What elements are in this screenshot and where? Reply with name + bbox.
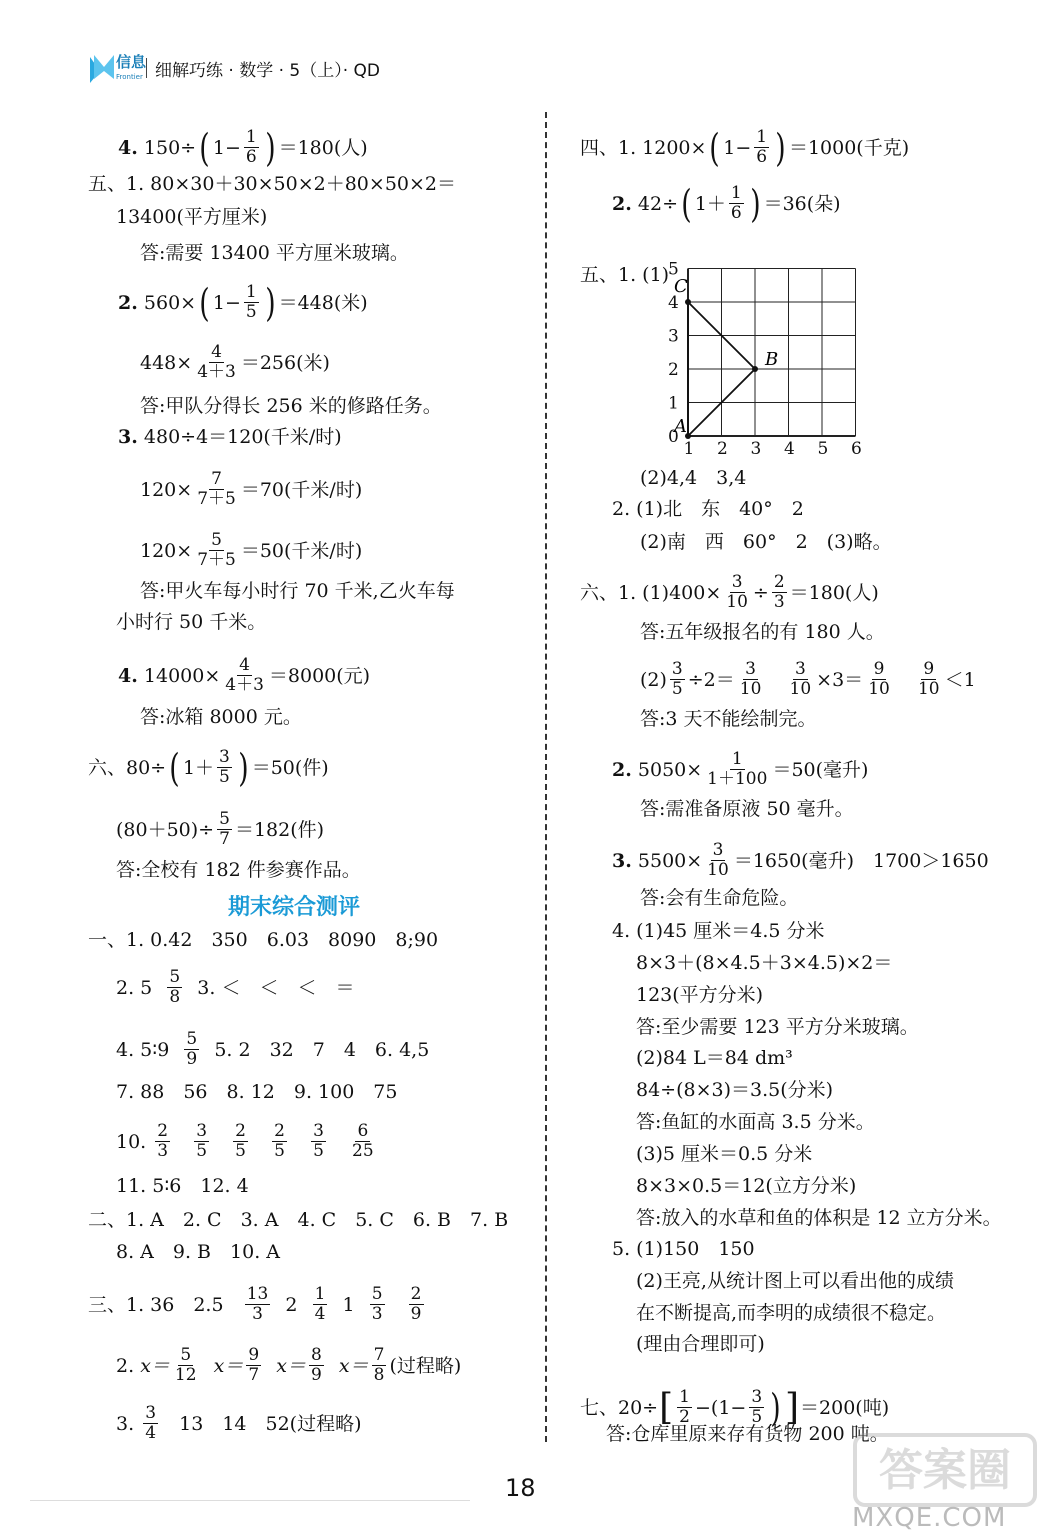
y-tick-label: 0: [668, 427, 679, 447]
answer-line: 答:全校有 182 件参赛作品。: [116, 859, 361, 881]
answer-line: (2)84 L＝84 dm³: [636, 1047, 793, 1069]
page-header: [88, 48, 380, 88]
answer-line: 8×3×0.5＝12(立方分米): [636, 1175, 857, 1197]
answer-line: 2. (1)北 东 40° 2: [612, 498, 804, 520]
watermark-stamp-text: 答案圈: [879, 1445, 1011, 1496]
brand-text: 信息: [116, 53, 147, 71]
answer-line: 答:至少需要 123 平方分米玻璃。: [636, 1016, 919, 1038]
point-label-A: A: [674, 416, 687, 437]
answer-line: (2)王亮,从统计图上可以看出他的成绩: [636, 1270, 954, 1292]
y-tick-label: 2: [668, 360, 679, 380]
answer-line: 8. A 9. B 10. A: [116, 1241, 280, 1263]
answer-line: 2. 560× ( 1− $\frac{1}{5}$ ) ＝448(米): [118, 280, 368, 325]
answer-line: 448× $\frac{4}{4+3}$ ＝256(米): [140, 342, 330, 382]
answer-line: 四、1. 1200× ( 1− $\frac{1}{6}$ ) ＝1000(千克): [580, 125, 910, 170]
answer-line: 六、1. (1)400× $\frac{3}{10}$ ÷ $\frac{2}{3}$ ＝180(人): [580, 572, 879, 612]
answer-line: 三、1. 36 2.5 $\frac{13}{3}$ 2 $\frac{1}{4}$ 1 $\frac{5}{3}$ $\frac{2}{9}$: [88, 1284, 422, 1324]
section-title: 期末综合测评: [228, 895, 361, 920]
point-B: [752, 366, 758, 372]
brand-logo-icon: [88, 49, 147, 87]
x-tick-label: 4: [784, 439, 795, 459]
answer-line: 84÷(8×3)＝3.5(分米): [636, 1079, 834, 1101]
answer-line: (2) $\frac{3}{5}$ ÷2＝ $\frac{3}{10}$ $\frac{3}{10}$ ×3＝ $\frac{9}{10}$ $\frac{9}{10}$ ＜1: [640, 659, 976, 699]
x-tick-label: 6: [851, 439, 862, 459]
answer-line: 2. 5050× $\frac{1}{1+100}$ ＝50(毫升): [612, 749, 869, 789]
watermark-text: MXQE.COM: [852, 1503, 1007, 1533]
x-tick-label: 1: [683, 439, 695, 459]
answer-line: 答:需准备原液 50 毫升。: [640, 798, 854, 820]
answer-line: 4. 5∶9 $\frac{5}{9}$ 5. 2 32 7 4 6. 4,5: [116, 1029, 430, 1069]
answer-line: 答:五年级报名的有 180 人。: [640, 621, 885, 643]
answer-line: 2. x＝ $\frac{5}{12}$ x＝ $\frac{9}{7}$ x＝ $\frac{8}{9}$ x＝ $\frac{7}{8}$ (过程略): [116, 1345, 462, 1385]
answer-line: 答:会有生命危险。: [640, 887, 799, 909]
answer-line: 3. 5500× $\frac{3}{10}$ ＝1650(毫升) 1700＞1650: [612, 840, 989, 880]
x-tick-label: 3: [750, 439, 762, 459]
answer-line: 5. (1)150 150: [612, 1238, 755, 1260]
answer-line: 4. 14000× $\frac{4}{4+3}$ ＝8000(元): [118, 655, 371, 695]
page-number: 18: [505, 1474, 536, 1502]
answer-line: 10. $\frac{2}{3}$ $\frac{3}{5}$ $\frac{2}{5}$ $\frac{2}{5}$ $\frac{3}{5}$ $\frac{6}{25}$: [116, 1121, 374, 1161]
brand-subtext: Frontier: [116, 73, 143, 81]
answer-line: 2. 42÷ ( 1＋ $\frac{1}{6}$ ) ＝36(朵): [612, 181, 841, 226]
answer-line: 五、1. 80×30＋30×50×2＋80×50×2＝: [88, 173, 457, 195]
answer-line: 七、20÷ [ $\frac{1}{2}$ −(1− $\frac{3}{5}$ ) ] ＝200(吨): [580, 1385, 890, 1430]
answer-line: 7. 88 56 8. 12 9. 100 75: [116, 1081, 398, 1103]
answer-line: 4. 150÷ ( 1− $\frac{1}{6}$ ) ＝180(人): [118, 125, 368, 170]
x-tick-label: 5: [817, 439, 829, 459]
book-title: 细解巧练 · 数学 · 5（上）· QD: [155, 60, 381, 81]
answer-line: (2)4,4 3,4: [640, 467, 747, 489]
answer-line: 答:甲火车每小时行 70 千米,乙火车每: [140, 580, 455, 602]
coordinate-grid: [650, 258, 900, 468]
answer-line: 答:鱼缸的水面高 3.5 分米。: [636, 1111, 875, 1133]
column-divider: [545, 112, 547, 1442]
y-tick-label: 1: [668, 393, 679, 414]
answer-line: 答:仓库里原来存有货物 200 吨。: [606, 1423, 889, 1445]
y-tick-label: 5: [668, 259, 679, 280]
answer-line: 小时行 50 千米。: [116, 611, 267, 633]
answer-line: 一、1. 0.42 350 6.03 8090 8;90: [88, 929, 439, 951]
answer-line: 答:需要 13400 平方厘米玻璃。: [140, 242, 409, 264]
answer-line: (3)5 厘米＝0.5 分米: [636, 1143, 813, 1165]
answer-line: 4. (1)45 厘米＝4.5 分米: [612, 920, 825, 942]
answer-line: 120× $\frac{5}{7+5}$ ＝50(千米/时): [140, 530, 363, 570]
answer-line: 120× $\frac{7}{7+5}$ ＝70(千米/时): [140, 469, 363, 509]
point-label-C: C: [674, 276, 688, 297]
x-tick-label: 2: [717, 439, 728, 459]
point-label-B: B: [765, 349, 779, 370]
header-separator: [146, 58, 147, 78]
answer-line: 3. $\frac{3}{4}$ 13 14 52(过程略): [116, 1403, 362, 1443]
answer-line: 在不断提高,而李明的成绩很不稳定。: [636, 1302, 947, 1324]
answer-line: (2)南 西 60° 2 (3)略。: [640, 531, 892, 553]
answer-line: (理由合理即可): [636, 1333, 765, 1355]
fraction: $\frac{1}{6}$: [245, 127, 257, 167]
answer-line: 8×3＋(8×4.5＋3×4.5)×2＝: [636, 952, 893, 974]
answer-line: 13400(平方厘米): [116, 206, 268, 228]
footer-rule: [30, 1500, 470, 1501]
y-tick-label: 3: [668, 326, 679, 347]
answer-line: 11. 5∶6 12. 4: [116, 1175, 249, 1197]
answer-line: 答:甲队分得长 256 米的修路任务。: [140, 395, 442, 417]
answer-line: 六、80÷ ( 1＋ $\frac{3}{5}$ ) ＝50(件): [88, 745, 329, 790]
answer-line: 答:放入的水草和鱼的体积是 12 立方分米。: [636, 1207, 1002, 1229]
answer-line: 2. 5 $\frac{5}{8}$ 3. ＜ ＜ ＜ ＝: [116, 967, 355, 1007]
answer-line: 3. 480÷4＝120(千米/时): [118, 426, 342, 448]
answer-line: 答:冰箱 8000 元。: [140, 706, 302, 728]
answer-line: 答:3 天不能绘制完。: [640, 708, 817, 730]
answer-line: (80＋50)÷ $\frac{5}{7}$ ＝182(件): [116, 809, 325, 849]
point-C: [685, 299, 691, 305]
answer-line: 五、1. (1): [580, 264, 670, 286]
answer-line: 123(平方分米): [636, 984, 764, 1006]
y-tick-label: 4: [668, 293, 679, 313]
answer-line: 二、1. A 2. C 3. A 4. C 5. C 6. B 7. B: [88, 1209, 509, 1231]
